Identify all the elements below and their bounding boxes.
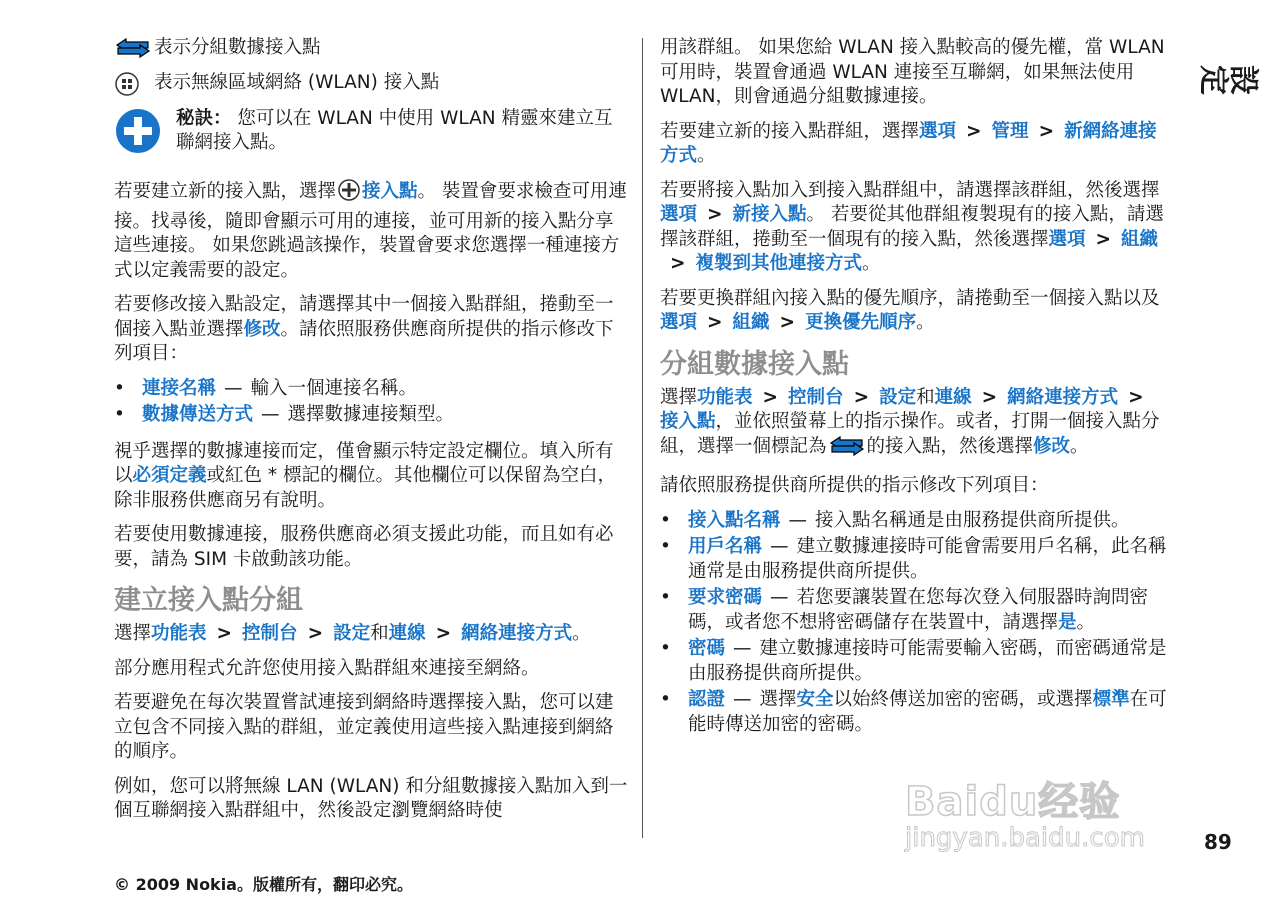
list-item (660, 509, 1172, 534)
tip-box (114, 107, 628, 163)
left-column (114, 36, 628, 834)
link-must-define[interactable]: 必須定義 (132, 465, 207, 486)
separator: > (1128, 386, 1144, 408)
paragraph-avoid-selecting: 若要避免在每次裝置嘗試連接到網絡時選擇接入點，您可以建立包含不同接入點的群組，並定義使用這些接入點連接到網絡的順序。 (114, 692, 614, 762)
tip-label: 秘訣： (176, 107, 232, 129)
text-span: 。 (697, 145, 716, 166)
paragraph-new-access-point (114, 178, 628, 283)
term-user-name[interactable]: 用戶名稱 (688, 536, 763, 557)
term-prompt-password[interactable]: 要求密碼 (688, 587, 763, 608)
text-span: 若要更換群組內接入點的優先順序，請捲動至一個接入點以及 (660, 287, 1160, 309)
separator: > (853, 386, 870, 408)
list-item (660, 586, 1172, 635)
text-span: 。 (1070, 435, 1089, 457)
dash: — (261, 404, 280, 425)
column-divider (642, 38, 643, 838)
packet-data-arrows-icon (828, 435, 866, 465)
text-span: 。 (916, 312, 935, 333)
baidu-watermark (905, 770, 1205, 870)
paragraph-add-to-group (660, 179, 1172, 277)
text-span: 若要將接入點加入到接入點群組中，請選擇該群組，然後選擇 (660, 179, 1160, 201)
settings-list-left (114, 377, 628, 428)
right-column (660, 36, 1172, 749)
text-span: 若要修改接入點設定，請選擇其中一個接入點群組，捲動至一個接入點並選擇 (114, 294, 614, 340)
link-new-access-point[interactable]: 新接入點 (732, 204, 807, 225)
link-control-panel[interactable]: 控制台 (788, 386, 844, 408)
separator: > (966, 120, 982, 142)
link-organize[interactable]: 組織 (1121, 228, 1159, 250)
heading-create-group: 建立接入點分組 (114, 585, 303, 616)
list-item (660, 637, 1172, 686)
link-change-priority[interactable]: 更換優先順序 (805, 312, 917, 333)
text-span: 和 (916, 386, 935, 408)
text-span: 。 裝置會要求檢查可用連接。找尋後，隨即會顯示可用的連接，並可用新的接入點分享這些連接。 如果您跳過該操作，裝置會要求您選擇一種連接方式以定義需要的設定。 (114, 181, 627, 281)
paragraph-modify-settings (114, 293, 628, 367)
paragraph-example: 例如，您可以將無線 LAN (WLAN) 和分組數據接入點加入到一個互聯網接入點群組中，然後設定瀏覽網絡時使 (114, 775, 628, 821)
text-span: 。 若要從其他群組複製現有的接入點，請選擇該群組，捲動至一個現有的接入點，然後選擇 (660, 204, 1164, 250)
dash: — (788, 509, 808, 531)
watermark-brand: Baidu经验 (905, 779, 1121, 825)
list-item (660, 688, 1172, 737)
link-menu[interactable]: 功能表 (151, 623, 207, 644)
text-span: 接入點名稱通是由服務提供商所提供。 (815, 509, 1130, 531)
text-span: ，並依照螢幕上的指示操作。或者，打開一個接入點分組，選擇一個標記為 (660, 411, 1160, 457)
wlan-grid-icon (114, 71, 154, 97)
text-span: 若您要讓裝置在您每次登入伺服器時詢問密碼，或者您不想將密碼儲存在裝置中，請選擇 (688, 587, 1149, 633)
link-yes[interactable]: 是 (1058, 611, 1077, 633)
legend-packet-data (114, 36, 628, 61)
text-span: 和 (370, 623, 389, 644)
tip-text (176, 107, 628, 163)
term-password[interactable]: 密碼 (688, 638, 726, 659)
separator: > (707, 204, 723, 225)
separator: > (779, 312, 796, 333)
settings-list-right (660, 509, 1172, 738)
link-connection[interactable]: 連線 (388, 623, 426, 644)
text-span: 選擇 (660, 386, 698, 408)
separator: > (981, 386, 998, 408)
paragraph-modify-items: 請依照服務提供商所提供的指示修改下列項目： (660, 475, 1049, 496)
link-options[interactable]: 選項 (919, 120, 957, 142)
separator: > (1038, 120, 1055, 142)
paragraph-required-fields (114, 440, 628, 514)
link-network-destinations[interactable]: 網絡連接方式 (461, 623, 573, 644)
text-span: 。請依照服務供應商所提供的指示修改下列項目： (114, 318, 614, 364)
dash: — (770, 536, 789, 557)
dash: — (770, 587, 789, 608)
link-settings[interactable]: 設定 (333, 623, 371, 644)
page-number: 89 (1204, 830, 1232, 854)
separator: > (435, 623, 452, 644)
separator: > (1095, 228, 1112, 250)
list-item (660, 535, 1172, 584)
packet-data-arrows-icon (114, 37, 154, 59)
paragraph-apps-groups: 部分應用程式允許您使用接入點群組來連接至網絡。 (114, 657, 540, 679)
link-control-panel[interactable]: 控制台 (242, 623, 298, 644)
text-span: 選擇 (114, 623, 152, 644)
link-menu[interactable]: 功能表 (697, 386, 753, 408)
paragraph-new-group (660, 120, 1172, 169)
path-create-group (114, 622, 628, 647)
term-access-point-name[interactable]: 接入點名稱 (688, 509, 781, 531)
separator: > (707, 312, 723, 333)
legend-wlan (114, 71, 628, 97)
section-side-title: 設定 (1200, 59, 1260, 94)
paragraph-change-priority (660, 287, 1172, 336)
text-span: 。 (862, 253, 881, 274)
term-data-bearer[interactable]: 數據傳送方式 (142, 404, 254, 425)
link-access-point[interactable]: 接入點 (362, 181, 418, 202)
dash: — (733, 638, 752, 659)
list-item (114, 403, 628, 428)
text-span: 建立數據連接時可能需要輸入密碼，而密碼通常是由服務提供商所提供。 (688, 638, 1167, 684)
watermark-url: jingyan.baidu.com (905, 823, 1145, 853)
text-span: 若要建立新的接入點群組，選擇 (660, 120, 920, 142)
text-span: 的接入點，然後選擇 (866, 435, 1034, 457)
dash: — (224, 377, 243, 399)
copyright-footer: © 2009 Nokia。版權所有，翻印必究。 (114, 875, 413, 894)
link-manage[interactable]: 管理 (991, 120, 1029, 142)
text-span: 建立數據連接時可能會需要用戶名稱，此名稱通常是由服務提供商所提供。 (688, 536, 1167, 582)
term-connection-name[interactable]: 連接名稱 (142, 377, 217, 399)
tip-plus-icon (114, 107, 176, 163)
link-organize[interactable]: 組織 (732, 312, 770, 333)
heading-packet-data: 分組數據接入點 (660, 348, 849, 380)
link-network-destinations[interactable]: 網絡連接方式 (1007, 386, 1119, 408)
link-modify[interactable]: 修改 (243, 318, 281, 340)
link-options[interactable]: 選項 (660, 312, 698, 333)
text-span: 。 (1076, 611, 1096, 633)
link-options[interactable]: 選項 (1048, 228, 1086, 250)
text-span: 在可能時傳送加密的密碼。 (688, 689, 1167, 735)
link-options[interactable]: 選項 (660, 204, 698, 225)
link-access-point[interactable]: 接入點 (660, 411, 716, 432)
text-span: 輸入一個連接名稱。 (250, 377, 418, 399)
term-authentication[interactable]: 認證 (688, 689, 726, 710)
list-item (114, 377, 628, 402)
separator: > (216, 623, 233, 644)
link-settings[interactable]: 設定 (879, 386, 917, 408)
link-new-destination[interactable]: 新網絡連接方式 (660, 120, 1157, 166)
link-modify[interactable]: 修改 (1033, 435, 1071, 457)
separator: > (670, 253, 686, 274)
text-span: 選擇數據連接類型。 (287, 404, 455, 425)
link-copy-to-other[interactable]: 複製到其他連接方式 (695, 253, 863, 274)
link-secure[interactable]: 安全 (796, 689, 834, 710)
legend-wlan-text: 表示無線區域網絡 (WLAN) 接入點 (154, 72, 440, 94)
path-packet-data (660, 386, 1172, 465)
link-connection[interactable]: 連線 (934, 386, 972, 408)
link-normal[interactable]: 標準 (1092, 689, 1130, 710)
paragraph-wlan-priority: 用該群組。 如果您給 WLAN 接入點較高的優先權，當 WLAN 可用時，裝置會通過 WLAN 連接至互聯網，如果無法使用 WLAN，則會通過分組數據連接。 (660, 37, 1165, 107)
text-span: 以始終傳送加密的密碼，或選擇 (833, 689, 1093, 710)
separator: > (307, 623, 324, 644)
dash: — (733, 689, 752, 710)
tip-body: 您可以在 WLAN 中使用 WLAN 精靈來建立互聯網接入點。 (176, 107, 613, 153)
new-access-point-icon (337, 178, 361, 210)
text-span: 。 (572, 623, 591, 644)
legend-packet-data-text: 表示分組數據接入點 (154, 37, 321, 58)
text-span: 若要建立新的接入點，選擇 (114, 181, 337, 202)
text-span: 選擇 (759, 689, 797, 710)
separator: > (762, 386, 779, 408)
text-span: 或紅色 * 標記的欄位。其他欄位可以保留為空白，除非服務供應商另有說明。 (114, 465, 617, 511)
paragraph-sim-support: 若要使用數據連接，服務供應商必須支援此功能，而且如有必要，請為 SIM 卡啟動該功能。 (114, 524, 614, 570)
text-span: 視乎選擇的數據連接而定，僅會顯示特定設定欄位。填入所有以 (114, 440, 614, 486)
